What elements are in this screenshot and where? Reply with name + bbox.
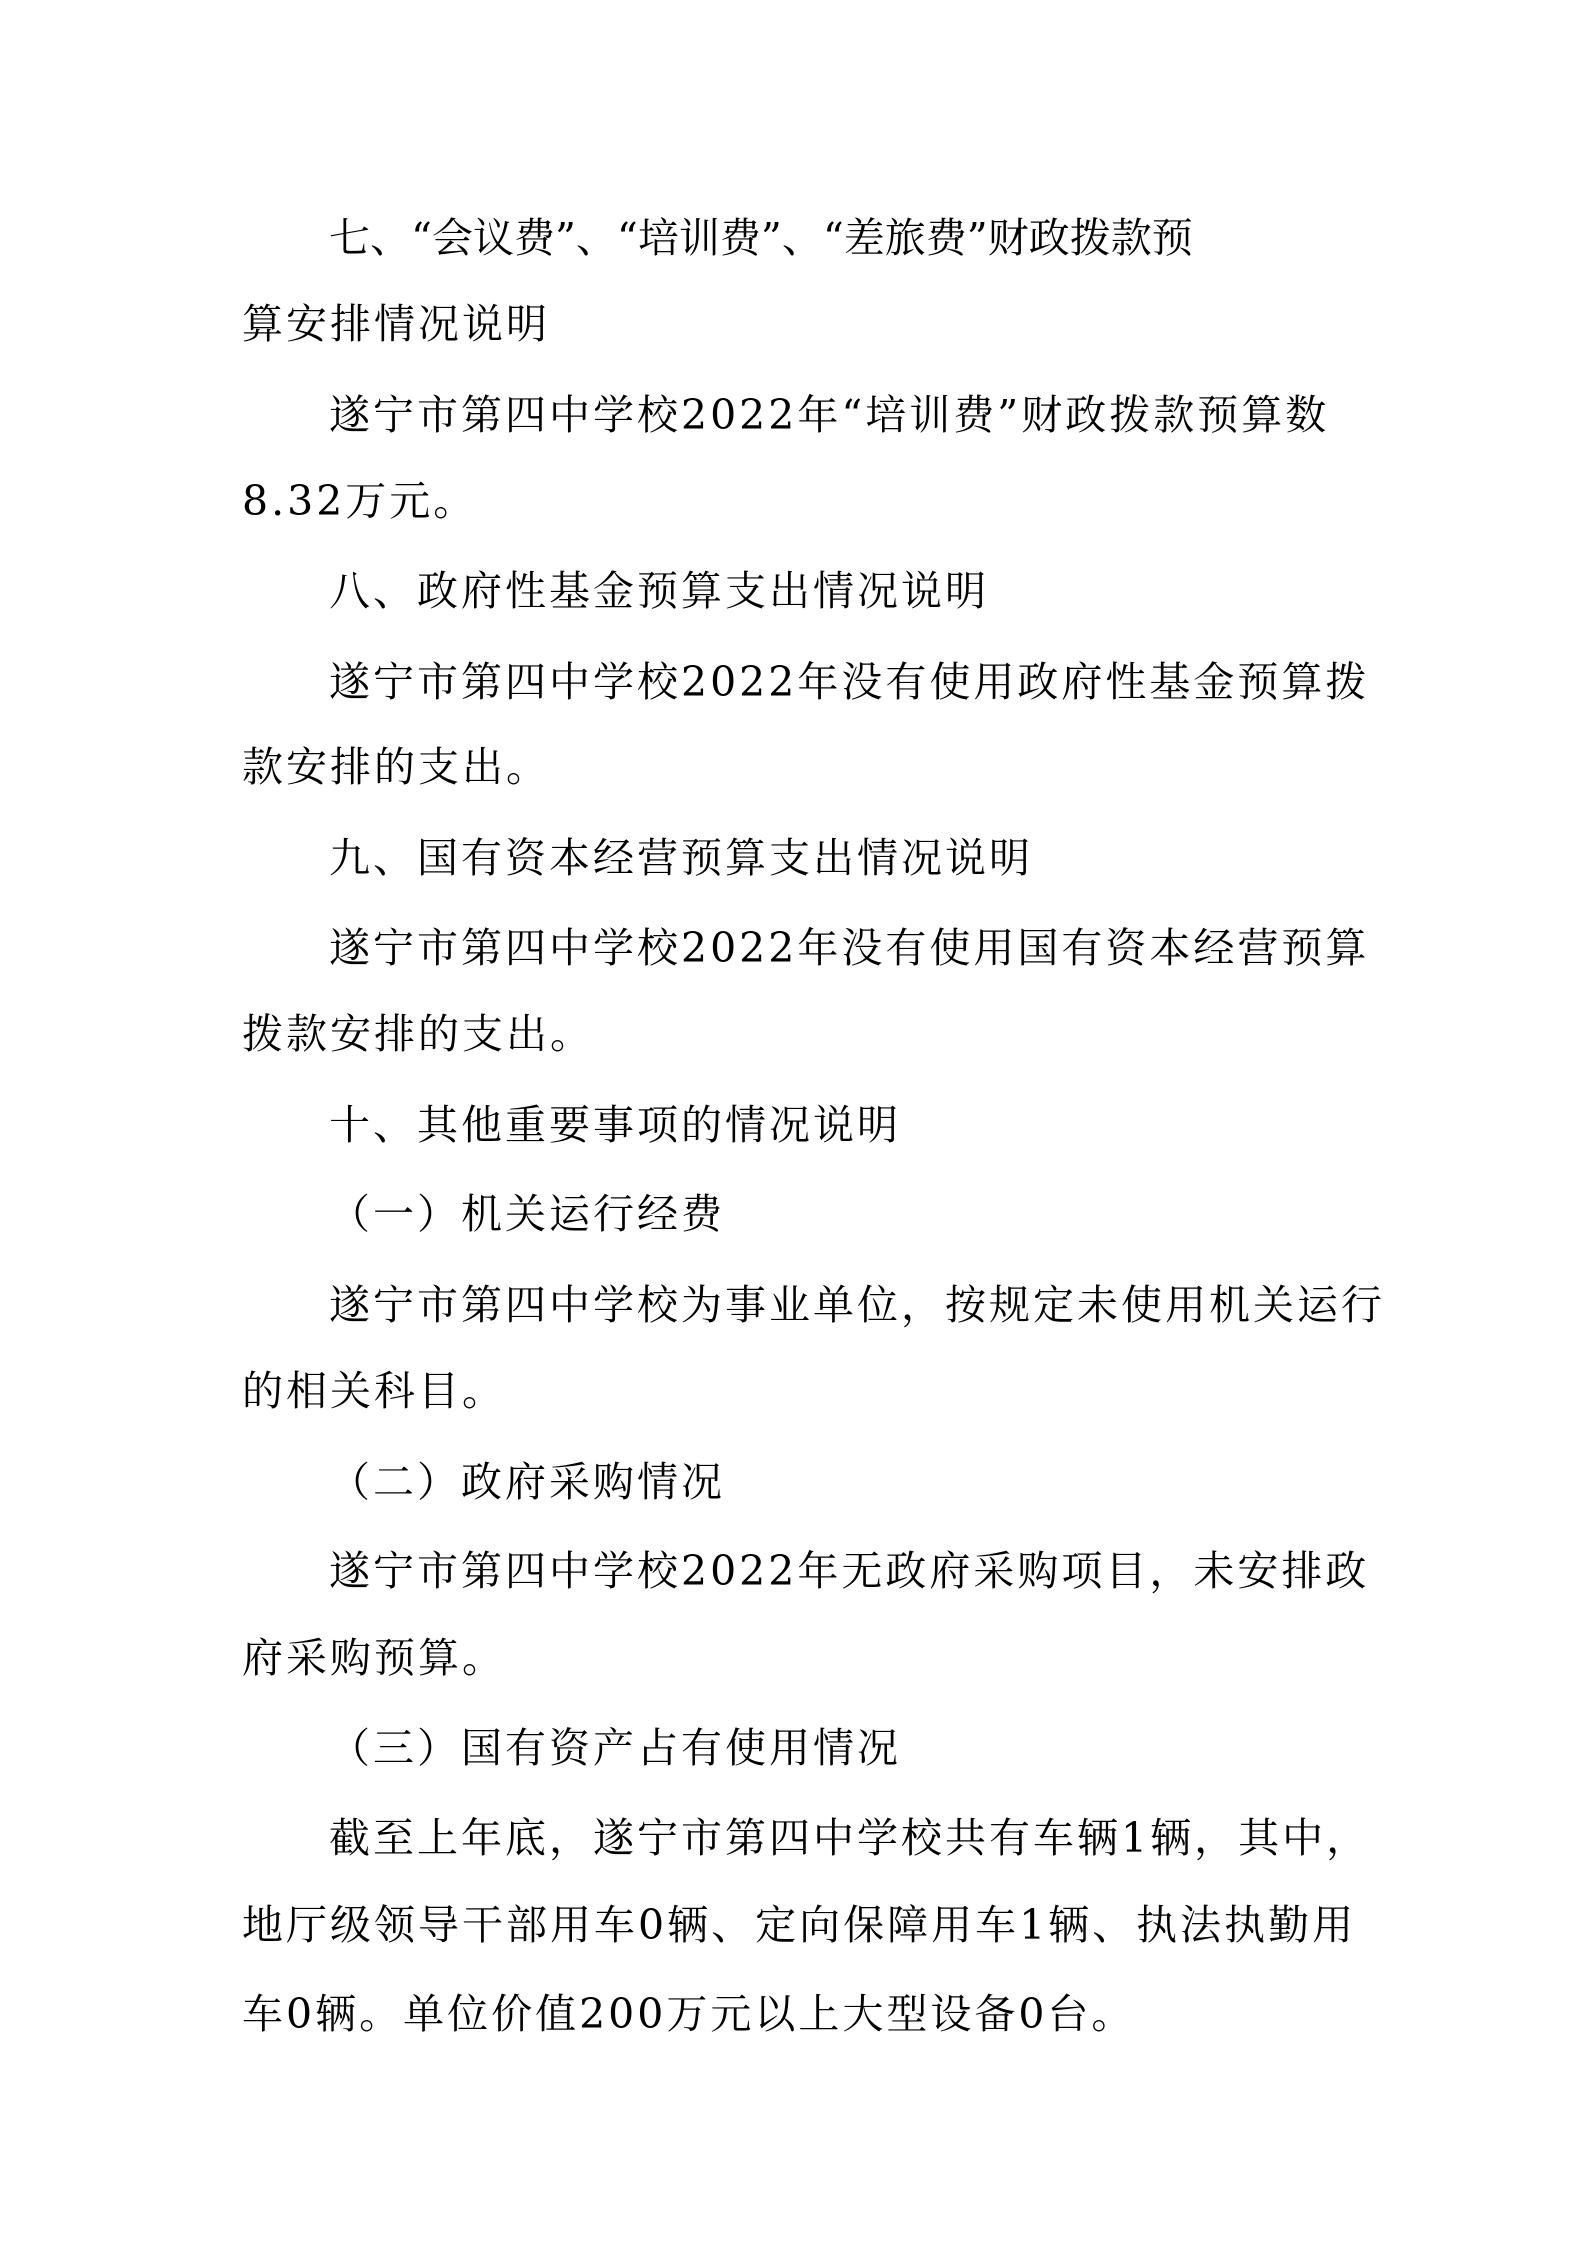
procurement-line-2: 府采购预算。 [242,1634,506,1682]
assets-line-3: 车0辆。单位价值200万元以上大型设备0台。 [242,1990,1136,2038]
assets-line-2: 地厅级领导干部用车0辆、定向保障用车1辆、执法执勤用 [242,1901,1357,1949]
subheading-3: （三）国有资产占有使用情况 [329,1724,901,1772]
state-capital-line-1: 遂宁市第四中学校2022年没有使用国有资本经营预算 [329,924,1370,972]
assets-line-1: 截至上年底，遂宁市第四中学校共有车辆1辆，其中， [329,1814,1371,1862]
operation-line-2: 的相关科目。 [242,1367,506,1415]
heading-8: 八、政府性基金预算支出情况说明 [329,567,989,615]
gov-fund-line-1: 遂宁市第四中学校2022年没有使用政府性基金预算拨 [329,658,1370,706]
training-fee-line-2: 8.32万元。 [242,477,478,525]
heading-10: 十、其他重要事项的情况说明 [329,1101,901,1149]
heading-9: 九、国有资本经营预算支出情况说明 [329,834,1033,882]
training-fee-line-1: 遂宁市第四中学校2022年“培训费”财政拨款预算数 [329,391,1330,439]
procurement-line-1: 遂宁市第四中学校2022年无政府采购项目，未安排政 [329,1547,1370,1595]
gov-fund-line-2: 款安排的支出。 [242,743,550,791]
heading-7-line-1: 七、“会议费”、“培训费”、“差旅费”财政拨款预 [329,214,1193,262]
subheading-1: （一）机关运行经费 [329,1190,725,1238]
operation-line-1: 遂宁市第四中学校为事业单位，按规定未使用机关运行 [329,1281,1385,1329]
heading-7-line-2: 算安排情况说明 [242,300,550,348]
state-capital-line-2: 拨款安排的支出。 [242,1010,594,1058]
subheading-2: （二）政府采购情况 [329,1458,725,1506]
